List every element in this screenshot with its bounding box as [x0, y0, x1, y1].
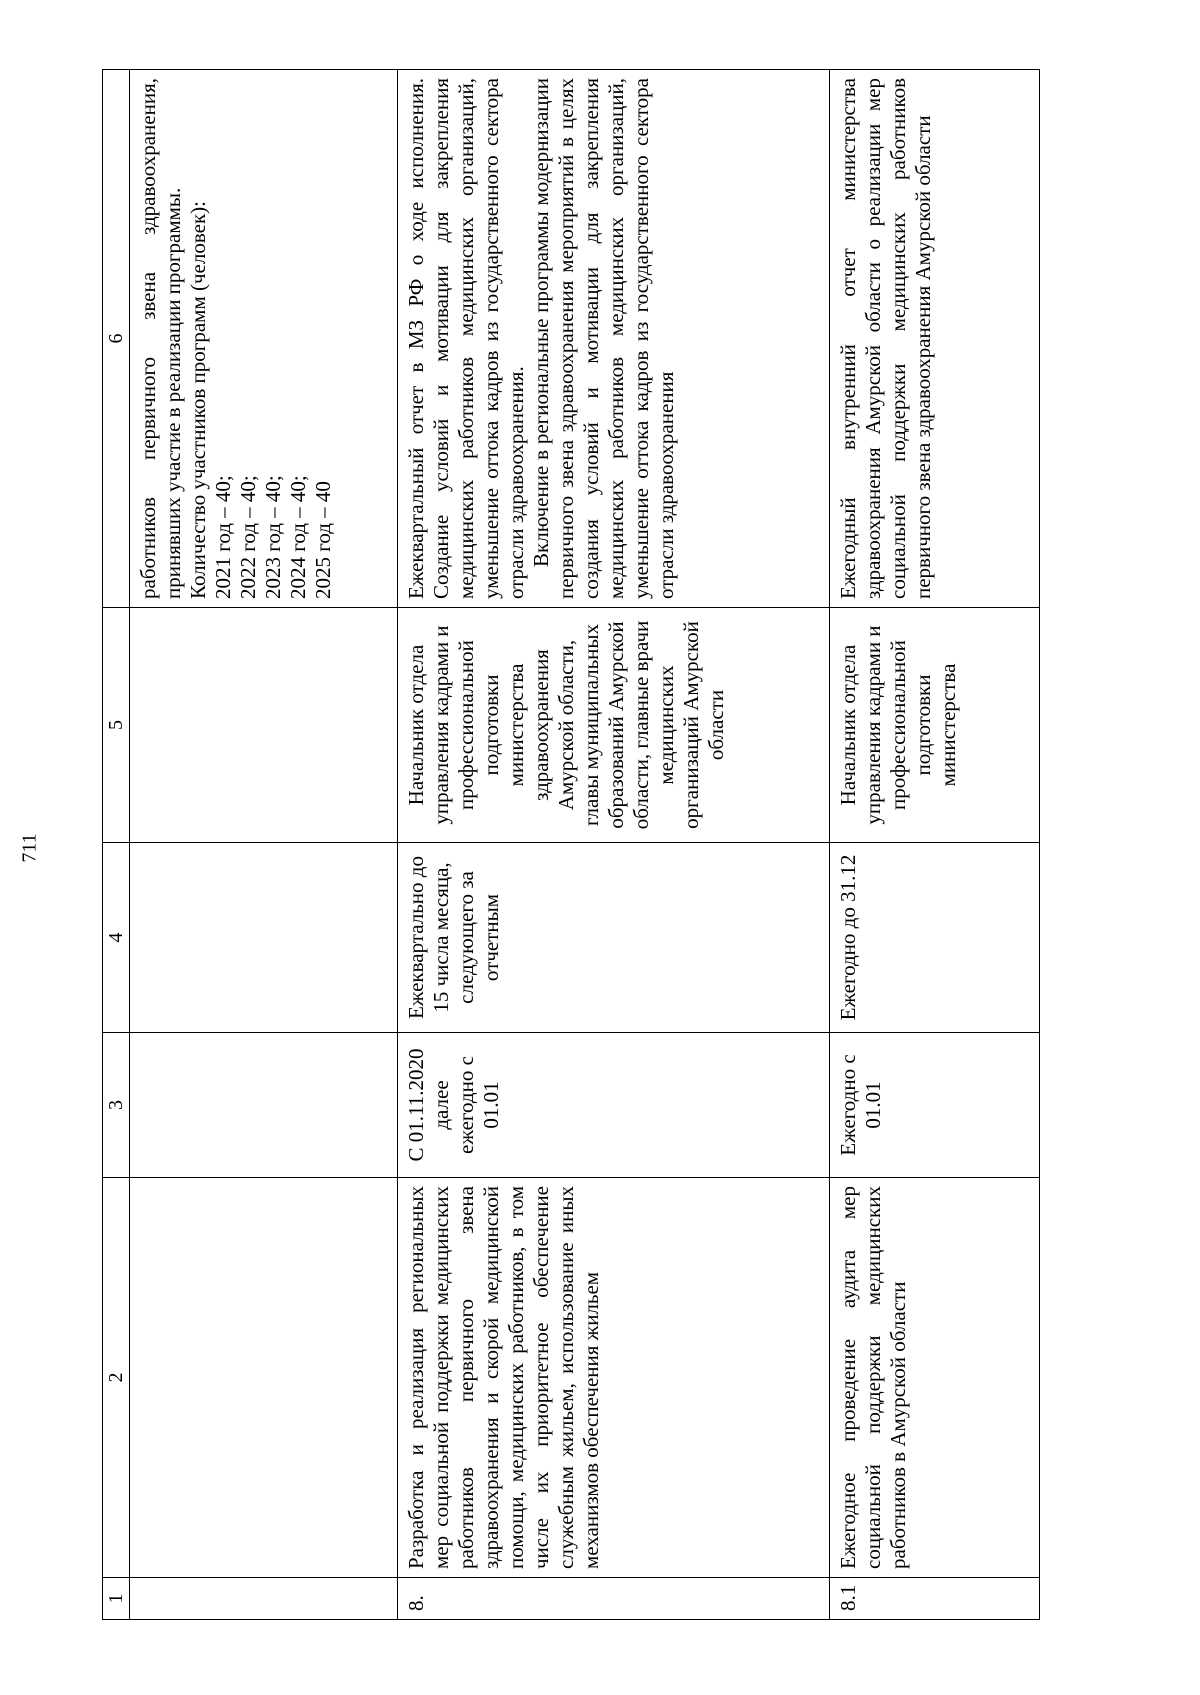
header-col-2: 2: [103, 1178, 130, 1578]
cell-start: Ежегодно с 01.01: [830, 1033, 1040, 1178]
header-col-6: 6: [103, 70, 130, 608]
cell-number: 8.1: [830, 1578, 1040, 1620]
header-col-5: 5: [103, 608, 130, 843]
result-line: 2023 год – 40;: [261, 475, 285, 599]
result-lead-text: работников первичного звена здравоохранения, принявших участие в реализации программы.: [136, 78, 185, 599]
cell-result: [398, 70, 830, 608]
cell-deadline: Ежеквартально до 15 числа месяца, следующего за отчетным: [398, 843, 830, 1033]
result-line: 2021 год – 40;: [211, 475, 235, 599]
table-row: [830, 70, 1040, 1620]
result-line: Количество участников программ (человек):: [186, 201, 210, 599]
cell-result: [130, 70, 398, 608]
cell-start: [130, 1033, 398, 1178]
cell-responsible: Начальник отдела управления кадрами и профессиональной подготовки министерства здравоохранения Амурской области, главы муниципальных образований Амурской области, главные врачи медицинских организаций Амурской области: [398, 608, 830, 843]
cell-result: [830, 70, 1040, 608]
table-header-row: [103, 70, 130, 1620]
header-col-3: 3: [103, 1033, 130, 1178]
cell-start: С 01.11.2020 далее ежегодно с 01.01: [398, 1033, 830, 1178]
result-line: Включение в региональные программы модернизации первичного звена здравоохранения мероприятий в целях создания условий и мотивации для закрепления медицинских работников медицинских организаций, уменьшение оттока кадров из государственного сектора отрасли здравоохранения: [529, 78, 678, 599]
header-col-4: 4: [103, 843, 130, 1033]
cell-number: [130, 1578, 398, 1620]
cell-deadline: Ежегодно до 31.12: [830, 843, 1040, 1033]
cell-measure: Разработка и реализация региональных мер социальной поддержки медицинских работников первичного звена здравоохранения и скорой медицинской помощи, медицинских работников, в том числе их приоритетное обеспечение служебным жильем, использование иных механизмов обеспечения жильем: [398, 1178, 830, 1578]
measures-table: [102, 69, 1040, 1620]
rotated-table-container: [102, 70, 1040, 1620]
result-lead-text: Ежеквартальный отчет в МЗ РФ о ходе исполнения. Создание условий и мотивации для закрепления медицинских работников медицинских организаций, уменьшение оттока кадров из государственного сектора отрасли здравоохранения.: [404, 78, 528, 599]
table-row: [130, 70, 398, 1620]
cell-measure: [130, 1178, 398, 1578]
cell-number: 8.: [398, 1578, 830, 1620]
result-line: 2024 год – 40;: [286, 475, 310, 599]
cell-responsible: Начальник отдела управления кадрами и профессиональной подготовки министерства: [830, 608, 1040, 843]
header-col-1: 1: [103, 1578, 130, 1620]
result-line: 2022 год – 40;: [236, 475, 260, 599]
table-row: [398, 70, 830, 1620]
cell-deadline: [130, 843, 398, 1033]
cell-measure: Ежегодное проведение аудита мер социальной поддержки медицинских работников в Амурской области: [830, 1178, 1040, 1578]
result-lead-text: Ежегодный внутренний отчет министерства здравоохранения Амурской области о реализации мер социальной поддержки медицинских работников первичного звена здравоохранения Амурской области: [836, 78, 935, 599]
result-line: 2025 год – 40: [311, 481, 335, 599]
page-number: 711: [18, 833, 41, 863]
cell-responsible: [130, 608, 398, 843]
